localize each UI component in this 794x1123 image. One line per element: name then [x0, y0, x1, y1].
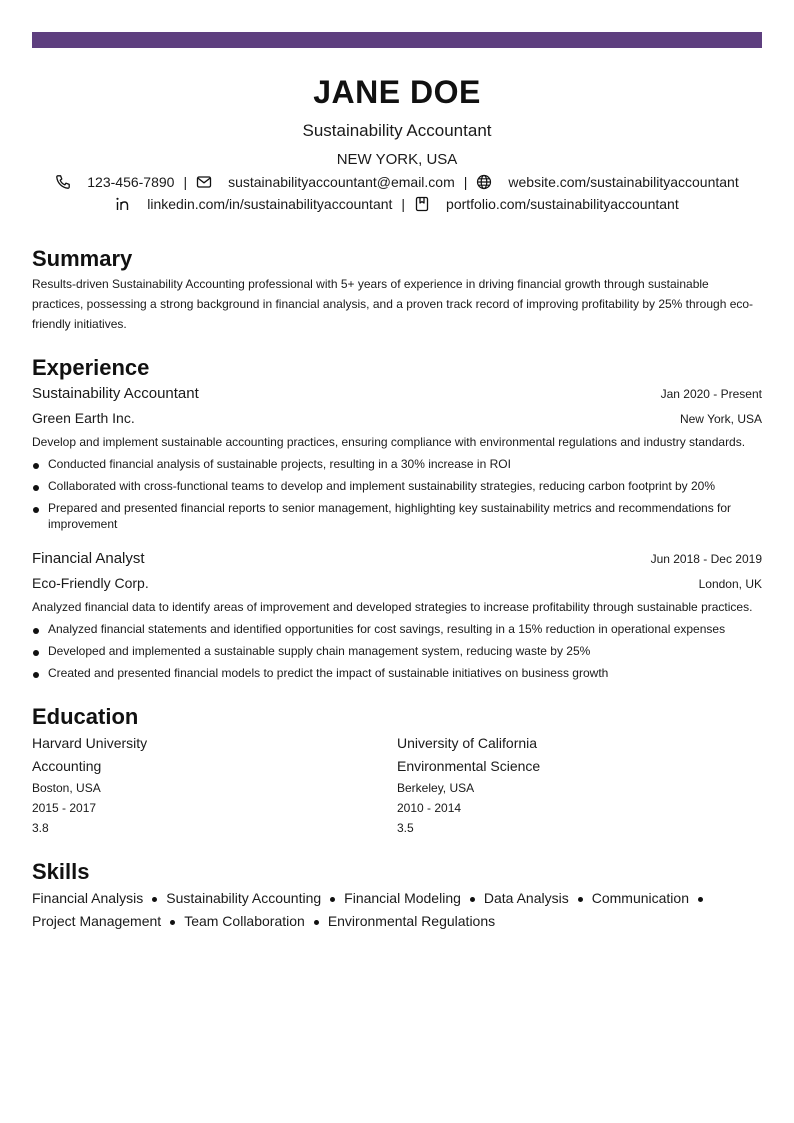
- list-item: [32, 621, 762, 637]
- bullet-dot: [33, 463, 39, 469]
- experience-description: Analyzed financial data to identify areas of improvement and developed strategies to increase profitability through sustainable practices.: [32, 600, 753, 614]
- skill-separator: [578, 897, 583, 902]
- education-entry: [32, 731, 397, 838]
- education-degree: Accounting: [32, 758, 102, 774]
- skill-item: Environmental Regulations: [327, 913, 496, 929]
- mail-icon: [196, 174, 212, 190]
- experience-title: Financial Analyst: [32, 550, 145, 567]
- phone-link[interactable]: 123-456-7890: [87, 174, 175, 190]
- experience-dates: Jan 2020 - Present: [660, 387, 762, 401]
- education-years: 2015 - 2017: [32, 801, 97, 815]
- experience-company: Green Earth Inc.: [32, 410, 135, 426]
- summary-text: Results-driven Sustainability Accounting professional with 5+ years of experience in driving financial growth through sustainable practices, possessing a strong background in financial analysis, and a proven track record of improving profitability by 25% through eco-friendly initiatives.: [32, 277, 754, 331]
- skills-list: [32, 887, 732, 933]
- skill-separator: [330, 897, 335, 902]
- skill-item: Financial Analysis: [32, 890, 144, 906]
- skills-heading: Skills: [32, 859, 90, 884]
- phone-icon: [55, 174, 71, 190]
- education-school: Harvard University: [32, 735, 148, 751]
- contact-separator: |: [401, 196, 406, 212]
- skill-separator: [314, 920, 319, 925]
- education-gpa: 3.8: [32, 821, 49, 835]
- skill-item: Data Analysis: [483, 890, 569, 906]
- list-item: [32, 478, 762, 494]
- bullet-text: Collaborated with cross-functional teams to develop and implement sustainability strategies, reducing carbon footprint by 20%: [48, 479, 716, 493]
- bullet-dot: [33, 672, 39, 678]
- list-item: [32, 665, 762, 681]
- list-item: [32, 456, 762, 472]
- bullet-text: Prepared and presented financial reports to senior management, highlighting key sustainability metrics and recommendations for improvement: [48, 501, 732, 531]
- website-link[interactable]: website.com/sustainabilityaccountant: [508, 174, 739, 190]
- experience-heading: Experience: [32, 355, 150, 380]
- linkedin-icon: [115, 196, 131, 212]
- experience-dates: Jun 2018 - Dec 2019: [650, 552, 762, 566]
- candidate-name: JANE DOE: [313, 74, 481, 110]
- experience-bullets: [32, 456, 762, 532]
- bullet-dot: [33, 507, 39, 513]
- experience-location: London, UK: [698, 577, 762, 591]
- skill-item: Project Management: [32, 913, 162, 929]
- education-heading: Education: [32, 704, 139, 729]
- globe-icon: [476, 174, 492, 190]
- skill-separator: [152, 897, 157, 902]
- email-link[interactable]: sustainabilityaccountant@email.com: [228, 174, 455, 190]
- skill-item: Sustainability Accounting: [166, 890, 322, 906]
- education-location: Berkeley, USA: [397, 781, 475, 795]
- experience-company: Eco-Friendly Corp.: [32, 575, 149, 591]
- contact-row-secondary: [32, 194, 762, 214]
- experience-location: New York, USA: [679, 412, 762, 426]
- skill-item: Team Collaboration: [184, 913, 305, 929]
- education-years: 2010 - 2014: [397, 801, 462, 815]
- bullet-text: Developed and implemented a sustainable supply chain management system, reducing waste by 25%: [48, 644, 591, 658]
- list-item: [32, 643, 762, 659]
- portfolio-link[interactable]: portfolio.com/sustainabilityaccountant: [446, 196, 679, 212]
- education-gpa: 3.5: [397, 821, 414, 835]
- resume-page: [32, 72, 762, 933]
- accent-bar: [32, 32, 762, 48]
- contact-separator: |: [463, 174, 468, 190]
- experience-entry: [32, 547, 762, 681]
- bullet-text: Analyzed financial statements and identified opportunities for cost savings, resulting in a 15% reduction in operational expenses: [48, 622, 726, 636]
- education-location: Boston, USA: [32, 781, 101, 795]
- education-degree: Environmental Science: [397, 758, 541, 774]
- education-entry: [397, 731, 762, 838]
- contact-row-primary: [32, 172, 762, 192]
- bullet-dot: [33, 628, 39, 634]
- education-grid: [32, 731, 762, 838]
- job-title-heading: Sustainability Accountant: [302, 121, 492, 140]
- summary-heading: Summary: [32, 246, 133, 271]
- skill-separator: [470, 897, 475, 902]
- experience-bullets: [32, 621, 762, 681]
- experience-title: Sustainability Accountant: [32, 385, 199, 402]
- bullet-dot: [33, 485, 39, 491]
- experience-description: Develop and implement sustainable accounting practices, ensuring compliance with environmental regulations and industry standards.: [32, 435, 746, 449]
- bullet-dot: [33, 650, 39, 656]
- contact-separator: |: [183, 174, 188, 190]
- candidate-location: NEW YORK, USA: [336, 151, 458, 168]
- education-school: University of California: [397, 735, 538, 751]
- skill-separator: [698, 897, 703, 902]
- list-item: [32, 500, 762, 532]
- portfolio-icon: [414, 196, 430, 212]
- experience-entry: [32, 382, 762, 532]
- skill-item: Communication: [591, 890, 689, 906]
- skill-separator: [170, 920, 175, 925]
- bullet-text: Conducted financial analysis of sustainable projects, resulting in a 30% increase in ROI: [48, 457, 511, 471]
- linkedin-link[interactable]: linkedin.com/in/sustainabilityaccountant: [147, 196, 393, 212]
- bullet-text: Created and presented financial models to predict the impact of sustainable initiatives on business growth: [48, 666, 609, 680]
- skill-item: Financial Modeling: [344, 890, 461, 906]
